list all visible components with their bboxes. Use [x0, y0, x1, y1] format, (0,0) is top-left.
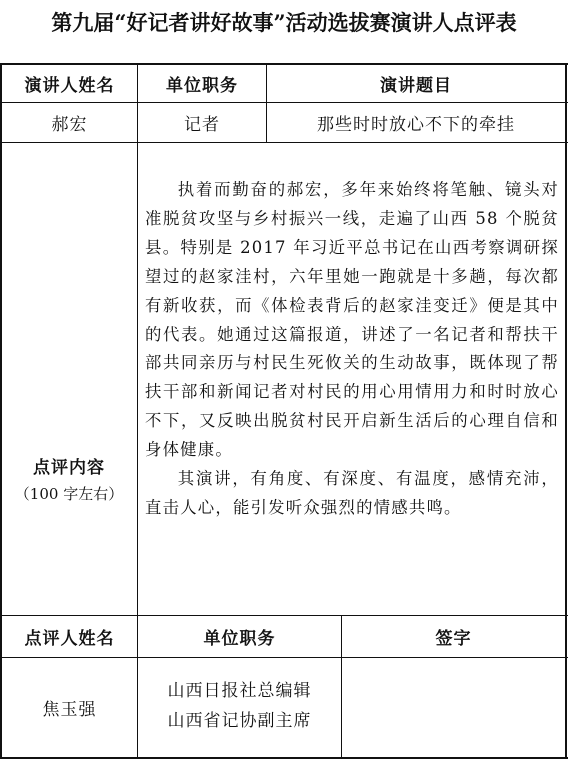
page-title: 第九届“好记者讲好故事”活动选拔赛演讲人点评表: [51, 10, 517, 35]
comment-paragraph: 执着而勤奋的郝宏，多年来始终将笔触、镜头对准脱贫攻坚与乡村振兴一线，走遍了山西 58 个脱贫县。特别是 2017 年习近平总书记在山西考察调研探望过的赵家洼村，六年里她一跑就是十多趟，每次都有新收获，而《体检表背后的赵家洼变迁》便是其中的代表。她通过这篇报道，讲述了一名记者和帮扶干部共同亲历与村民生死攸关的生动故事，既体现了帮扶干部和新闻记者对村民的用心用情用力和时时放心不下，又反映出脱贫村民开启新生活后的心理自信和身体健康。: [145, 180, 559, 460]
comment-body: [145, 176, 559, 523]
reviewer-unit-header: 单位职务: [203, 629, 276, 649]
comment-label: [0, 455, 138, 507]
reviewer-signature-field[interactable]: [342, 658, 565, 757]
table-border-right: [565, 63, 567, 759]
speaker-unit-header: 单位职务: [166, 76, 238, 96]
speaker-name-header: 演讲人姓名: [24, 76, 115, 96]
comment-paragraph: 其演讲，有角度、有深度、有温度，感情充沛，直击人心，能引发听众强烈的情感共鸣。: [145, 469, 559, 517]
reviewer-name-header: 点评人姓名: [24, 629, 115, 649]
reviewer-unit: [138, 676, 341, 736]
reviewer-sign-header: 签字: [435, 629, 472, 649]
speaker-unit: 记者: [184, 115, 220, 135]
comment-label-sub: （100 字左右）: [14, 485, 124, 503]
col-divider-comment: [137, 142, 138, 615]
reviewer-unit-line: 山西省记协副主席: [167, 711, 312, 731]
comment-label-title: 点评内容: [33, 458, 105, 478]
table-border-bottom: [0, 757, 568, 759]
row-divider-2: [0, 142, 568, 143]
reviewer-name: 焦玉强: [42, 700, 97, 720]
reviewer-unit-line: 山西日报社总编辑: [167, 681, 312, 701]
speaker-topic-header: 演讲题目: [380, 76, 452, 96]
speaker-name: 郝宏: [51, 115, 88, 135]
speaker-topic: 那些时时放心不下的牵挂: [317, 115, 515, 135]
